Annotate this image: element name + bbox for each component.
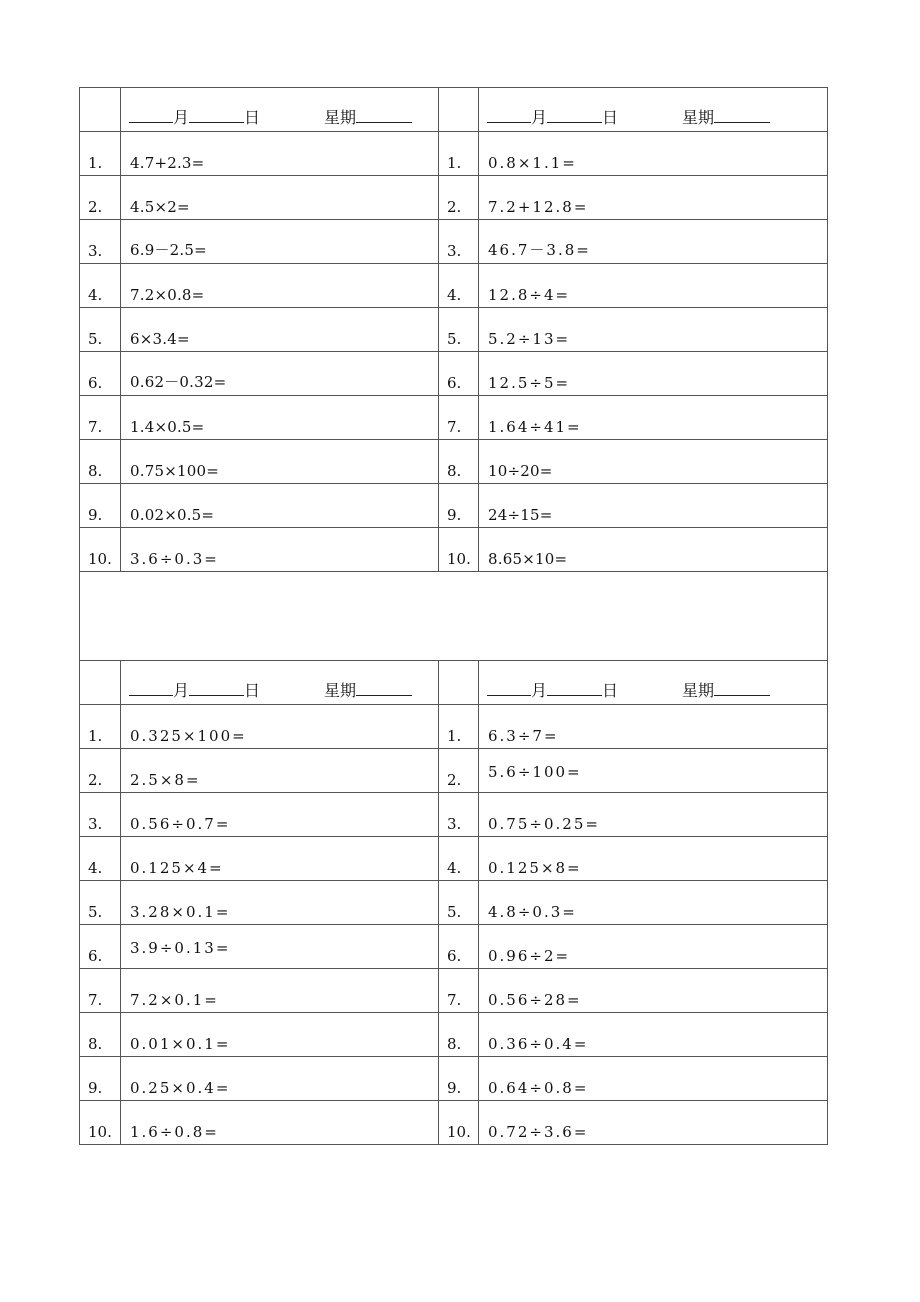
problem-number: 5. bbox=[447, 903, 462, 921]
problem-equation: 0.125×8= bbox=[488, 859, 582, 877]
day-blank[interactable] bbox=[189, 108, 244, 123]
problem-number: 9. bbox=[447, 506, 462, 524]
problem-equation: 4.5×2= bbox=[130, 198, 190, 216]
problem-number-cell bbox=[439, 264, 479, 308]
problem-cell[interactable] bbox=[479, 1101, 828, 1145]
problem-number: 6. bbox=[447, 374, 462, 392]
problem-number: 5. bbox=[88, 330, 103, 348]
problem-cell[interactable] bbox=[479, 264, 828, 308]
problem-row bbox=[80, 1057, 828, 1101]
problem-number: 8. bbox=[88, 1035, 103, 1053]
problem-row bbox=[80, 132, 828, 176]
problem-number-cell bbox=[439, 793, 479, 837]
problem-number: 7. bbox=[88, 418, 103, 436]
problem-number-cell bbox=[80, 837, 121, 881]
problem-cell[interactable] bbox=[479, 352, 828, 396]
problem-row bbox=[80, 1101, 828, 1145]
problem-cell[interactable] bbox=[121, 1057, 439, 1101]
month-blank[interactable] bbox=[487, 681, 531, 696]
weekday-blank[interactable] bbox=[714, 681, 770, 696]
problem-number-cell bbox=[439, 837, 479, 881]
problem-equation: 4.7+2.3= bbox=[130, 154, 205, 172]
problem-equation: 1.4×0.5= bbox=[130, 418, 205, 436]
problem-equation: 3.9÷0.13= bbox=[130, 939, 231, 957]
header-number-cell bbox=[80, 88, 121, 132]
day-label: 日 bbox=[244, 681, 261, 700]
problem-number-cell bbox=[80, 881, 121, 925]
problem-number-cell bbox=[80, 352, 121, 396]
problem-equation: 2.5×8= bbox=[130, 771, 201, 789]
problem-number-cell bbox=[80, 308, 121, 352]
problem-number: 8. bbox=[447, 462, 462, 480]
problem-row bbox=[80, 484, 828, 528]
problem-equation: 0.96÷2= bbox=[488, 947, 571, 965]
problem-equation: 7.2×0.8= bbox=[130, 286, 205, 304]
weekday-label: 星期 bbox=[324, 108, 357, 127]
problem-row bbox=[80, 308, 828, 352]
problem-equation: 0.325×100= bbox=[130, 727, 247, 745]
problem-equation: 7.2+12.8= bbox=[488, 198, 589, 216]
problem-number-cell bbox=[80, 1013, 121, 1057]
problem-row bbox=[80, 749, 828, 793]
problem-number-cell bbox=[80, 484, 121, 528]
problem-equation: 0.64÷0.8= bbox=[488, 1079, 589, 1097]
problem-equation: 0.02×0.5= bbox=[130, 506, 215, 524]
problem-cell[interactable] bbox=[121, 969, 439, 1013]
problem-cell[interactable] bbox=[121, 220, 439, 264]
block-spacer bbox=[80, 572, 828, 661]
problem-equation: 8.65×10= bbox=[488, 550, 568, 568]
problem-number: 10. bbox=[88, 550, 112, 568]
problem-number-cell bbox=[80, 176, 121, 220]
month-blank[interactable] bbox=[129, 681, 173, 696]
weekday-blank[interactable] bbox=[714, 108, 770, 123]
problem-number: 7. bbox=[447, 418, 462, 436]
problem-equation: 0.75÷0.25= bbox=[488, 815, 600, 833]
problem-number-cell bbox=[439, 925, 479, 969]
month-label: 月 bbox=[531, 108, 548, 127]
header-number-cell bbox=[439, 661, 479, 705]
problem-row bbox=[80, 176, 828, 220]
problem-equation: 0.72÷3.6= bbox=[488, 1123, 589, 1141]
problem-number: 4. bbox=[447, 859, 462, 877]
day-label: 日 bbox=[244, 108, 261, 127]
problem-number: 4. bbox=[88, 859, 103, 877]
problem-cell[interactable] bbox=[121, 440, 439, 484]
problem-cell[interactable] bbox=[121, 484, 439, 528]
problem-equation: 3.6÷0.3= bbox=[130, 550, 219, 568]
problem-row bbox=[80, 528, 828, 572]
problem-cell[interactable] bbox=[121, 925, 439, 969]
problem-number-cell bbox=[439, 749, 479, 793]
problem-equation: 7.2×0.1= bbox=[130, 991, 219, 1009]
problem-number: 6. bbox=[88, 947, 103, 965]
day-blank[interactable] bbox=[189, 681, 244, 696]
problem-equation: 46.7－3.8= bbox=[488, 241, 591, 259]
day-blank[interactable] bbox=[547, 108, 602, 123]
problem-cell[interactable] bbox=[479, 440, 828, 484]
problem-cell[interactable] bbox=[479, 484, 828, 528]
problem-number: 9. bbox=[88, 506, 103, 524]
date-header-row bbox=[80, 88, 828, 132]
problem-number-cell bbox=[439, 352, 479, 396]
problem-cell[interactable] bbox=[479, 925, 828, 969]
weekday-label: 星期 bbox=[682, 108, 715, 127]
problem-row bbox=[80, 352, 828, 396]
problem-number-cell bbox=[80, 925, 121, 969]
problem-cell[interactable] bbox=[479, 837, 828, 881]
problem-row bbox=[80, 969, 828, 1013]
problem-equation: 0.25×0.4= bbox=[130, 1079, 231, 1097]
problem-number-cell bbox=[80, 793, 121, 837]
problem-number: 10. bbox=[447, 550, 471, 568]
problem-cell[interactable] bbox=[479, 308, 828, 352]
problem-row bbox=[80, 837, 828, 881]
problem-number: 9. bbox=[88, 1079, 103, 1097]
problem-number-cell bbox=[439, 1101, 479, 1145]
problem-equation: 5.2÷13= bbox=[488, 330, 571, 348]
problem-number-cell bbox=[439, 1013, 479, 1057]
problem-equation: 0.36÷0.4= bbox=[488, 1035, 589, 1053]
problem-number: 5. bbox=[447, 330, 462, 348]
problem-number-cell bbox=[439, 308, 479, 352]
problem-cell[interactable] bbox=[121, 264, 439, 308]
problem-cell[interactable] bbox=[479, 705, 828, 749]
problem-number: 2. bbox=[88, 771, 103, 789]
problem-number: 7. bbox=[447, 991, 462, 1009]
problem-number: 1. bbox=[88, 727, 103, 745]
problem-cell[interactable] bbox=[479, 1013, 828, 1057]
problem-number: 2. bbox=[88, 198, 103, 216]
problem-cell[interactable] bbox=[479, 132, 828, 176]
problem-equation: 6.9－2.5= bbox=[130, 241, 207, 259]
problem-number-cell bbox=[439, 176, 479, 220]
problem-cell[interactable] bbox=[121, 396, 439, 440]
problem-number-cell bbox=[80, 440, 121, 484]
month-label: 月 bbox=[531, 681, 548, 700]
problem-cell[interactable] bbox=[121, 881, 439, 925]
problem-equation: 0.8×1.1= bbox=[488, 154, 577, 172]
worksheet-body bbox=[80, 88, 828, 1145]
problem-cell[interactable] bbox=[479, 176, 828, 220]
problem-cell[interactable] bbox=[479, 793, 828, 837]
problem-cell[interactable] bbox=[121, 793, 439, 837]
problem-number-cell bbox=[439, 528, 479, 572]
problem-number: 7. bbox=[88, 991, 103, 1009]
problem-row bbox=[80, 925, 828, 969]
problem-number: 10. bbox=[447, 1123, 471, 1141]
weekday-label: 星期 bbox=[324, 681, 357, 700]
problem-number-cell bbox=[439, 969, 479, 1013]
problem-number: 5. bbox=[88, 903, 103, 921]
problem-number-cell bbox=[439, 1057, 479, 1101]
problem-equation: 5.6÷100= bbox=[488, 763, 582, 781]
problem-equation: 0.75×100= bbox=[130, 462, 219, 480]
problem-number-cell bbox=[439, 705, 479, 749]
date-header-right bbox=[479, 661, 828, 705]
problem-number: 1. bbox=[447, 727, 462, 745]
worksheet bbox=[79, 87, 827, 1145]
day-label: 日 bbox=[602, 108, 619, 127]
problem-number: 8. bbox=[447, 1035, 462, 1053]
problem-cell[interactable] bbox=[121, 1101, 439, 1145]
month-label: 月 bbox=[173, 681, 190, 700]
problem-row bbox=[80, 705, 828, 749]
problem-number-cell bbox=[80, 396, 121, 440]
problem-cell[interactable] bbox=[121, 528, 439, 572]
problem-number-cell bbox=[80, 749, 121, 793]
day-label: 日 bbox=[602, 681, 619, 700]
problem-number: 1. bbox=[447, 154, 462, 172]
date-line bbox=[479, 105, 827, 131]
date-header-left bbox=[121, 661, 439, 705]
problem-cell[interactable] bbox=[121, 1013, 439, 1057]
problem-number: 3. bbox=[88, 815, 103, 833]
problem-cell[interactable] bbox=[121, 705, 439, 749]
problem-equation: 12.8÷4= bbox=[488, 286, 571, 304]
problem-number-cell bbox=[439, 396, 479, 440]
problem-number: 8. bbox=[88, 462, 103, 480]
date-header-right bbox=[479, 88, 828, 132]
problem-cell[interactable] bbox=[479, 220, 828, 264]
problem-equation: 10÷20= bbox=[488, 462, 553, 480]
problem-row bbox=[80, 264, 828, 308]
problem-number: 6. bbox=[447, 947, 462, 965]
problem-equation: 0.01×0.1= bbox=[130, 1035, 231, 1053]
problem-equation: 4.8÷0.3= bbox=[488, 903, 577, 921]
problem-equation: 12.5÷5= bbox=[488, 374, 571, 392]
weekday-blank[interactable] bbox=[356, 108, 412, 123]
problem-row bbox=[80, 881, 828, 925]
day-blank[interactable] bbox=[547, 681, 602, 696]
problem-cell[interactable] bbox=[121, 837, 439, 881]
problem-row bbox=[80, 440, 828, 484]
problem-number: 6. bbox=[88, 374, 103, 392]
month-blank[interactable] bbox=[129, 108, 173, 123]
problem-row bbox=[80, 396, 828, 440]
problem-cell[interactable] bbox=[121, 308, 439, 352]
problem-number-cell bbox=[80, 1101, 121, 1145]
problem-equation: 0.62－0.32= bbox=[130, 373, 227, 391]
problem-number: 4. bbox=[447, 286, 462, 304]
problem-number-cell bbox=[80, 705, 121, 749]
problem-row bbox=[80, 1013, 828, 1057]
date-header-row bbox=[80, 661, 828, 705]
date-line bbox=[121, 678, 438, 704]
date-line bbox=[479, 678, 827, 704]
problem-number-cell bbox=[439, 132, 479, 176]
problem-row bbox=[80, 220, 828, 264]
header-number-cell bbox=[80, 661, 121, 705]
problem-equation: 24÷15= bbox=[488, 506, 553, 524]
problem-number: 10. bbox=[88, 1123, 112, 1141]
problem-number-cell bbox=[80, 220, 121, 264]
problem-cell[interactable] bbox=[479, 749, 828, 793]
problem-number: 4. bbox=[88, 286, 103, 304]
weekday-label: 星期 bbox=[682, 681, 715, 700]
problem-number: 3. bbox=[447, 242, 462, 260]
problem-cell[interactable] bbox=[479, 1057, 828, 1101]
problem-number: 3. bbox=[88, 242, 103, 260]
problem-number-cell bbox=[439, 440, 479, 484]
problem-cell[interactable] bbox=[121, 132, 439, 176]
problem-cell[interactable] bbox=[121, 749, 439, 793]
month-blank[interactable] bbox=[487, 108, 531, 123]
problem-number-cell bbox=[80, 132, 121, 176]
problem-number-cell bbox=[439, 484, 479, 528]
problem-cell[interactable] bbox=[479, 528, 828, 572]
problem-number-cell bbox=[439, 881, 479, 925]
problem-equation: 6.3÷7= bbox=[488, 727, 559, 745]
problem-equation: 0.56÷0.7= bbox=[130, 815, 231, 833]
problem-equation: 0.56÷28= bbox=[488, 991, 582, 1009]
date-header-left bbox=[121, 88, 439, 132]
problem-number: 9. bbox=[447, 1079, 462, 1097]
problem-number-cell bbox=[80, 264, 121, 308]
worksheet-table bbox=[79, 87, 828, 1145]
problem-equation: 0.125×4= bbox=[130, 859, 224, 877]
problem-equation: 1.6÷0.8= bbox=[130, 1123, 219, 1141]
problem-cell[interactable] bbox=[121, 176, 439, 220]
problem-number-cell bbox=[80, 528, 121, 572]
problem-equation: 6×3.4= bbox=[130, 330, 190, 348]
problem-number-cell bbox=[80, 969, 121, 1013]
problem-cell[interactable] bbox=[479, 881, 828, 925]
header-number-cell bbox=[439, 88, 479, 132]
problem-number: 2. bbox=[447, 771, 462, 789]
problem-row bbox=[80, 793, 828, 837]
problem-equation: 3.28×0.1= bbox=[130, 903, 231, 921]
month-label: 月 bbox=[173, 108, 190, 127]
problem-cell[interactable] bbox=[121, 352, 439, 396]
problem-number: 3. bbox=[447, 815, 462, 833]
weekday-blank[interactable] bbox=[356, 681, 412, 696]
problem-cell[interactable] bbox=[479, 396, 828, 440]
problem-number: 2. bbox=[447, 198, 462, 216]
problem-number-cell bbox=[439, 220, 479, 264]
problem-number-cell bbox=[80, 1057, 121, 1101]
problem-number: 1. bbox=[88, 154, 103, 172]
problem-cell[interactable] bbox=[479, 969, 828, 1013]
date-line bbox=[121, 105, 438, 131]
problem-equation: 1.64÷41= bbox=[488, 418, 582, 436]
